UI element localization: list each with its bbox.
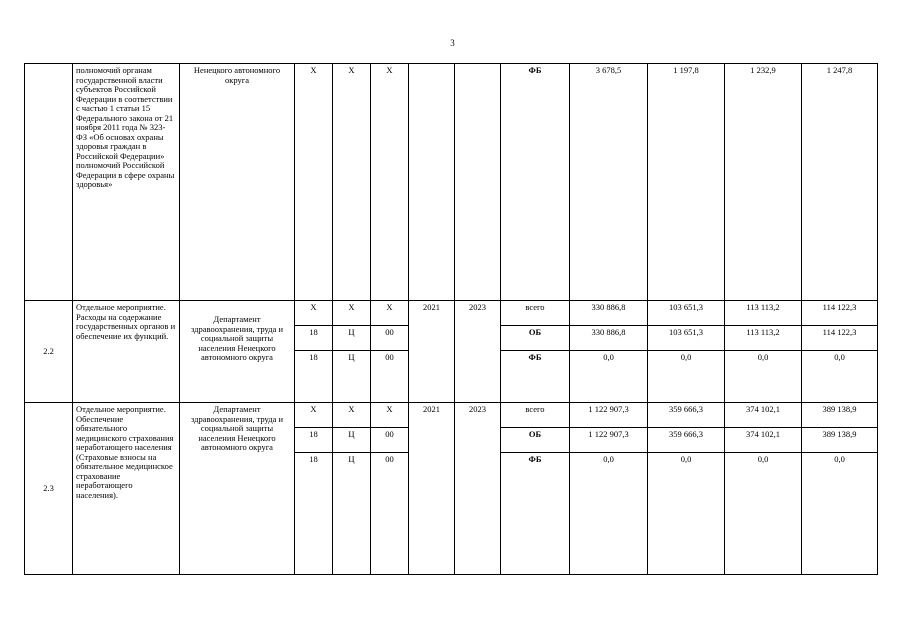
total-amount: 1 122 907,3: [570, 428, 648, 453]
year-1-amount: 103 651,3: [648, 301, 725, 326]
total-amount: 3 678,5: [570, 64, 648, 301]
year-2-amount: 113 113,2: [725, 326, 802, 351]
total-amount: 0,0: [570, 351, 648, 403]
year-1-amount: 0,0: [648, 351, 725, 403]
page-number: 3: [450, 38, 455, 48]
year-1-amount: 359 666,3: [648, 403, 725, 428]
executor: Ненецкого автономного округа: [180, 64, 295, 301]
year-1-amount: 103 651,3: [648, 326, 725, 351]
total-amount: 330 886,8: [570, 301, 648, 326]
code-1: Х: [295, 301, 333, 326]
start-year: 2021: [409, 403, 455, 575]
code-3: Х: [371, 301, 409, 326]
funding-source: ОБ: [501, 326, 570, 351]
end-year: 2023: [455, 301, 501, 403]
code-3: Х: [371, 64, 409, 301]
code-2: Х: [333, 403, 371, 428]
code-2: Ц: [333, 326, 371, 351]
row-number: 2.2: [25, 301, 73, 403]
end-year: 2023: [455, 403, 501, 575]
code-1: Х: [295, 64, 333, 301]
code-2: Ц: [333, 351, 371, 403]
year-2-amount: 0,0: [725, 351, 802, 403]
code-3: 00: [371, 326, 409, 351]
funding-source: всего: [501, 403, 570, 428]
year-1-amount: 359 666,3: [648, 428, 725, 453]
code-3: 00: [371, 428, 409, 453]
code-3: Х: [371, 403, 409, 428]
table-row: [25, 64, 878, 301]
funding-source: ОБ: [501, 428, 570, 453]
funding-source: ФБ: [501, 453, 570, 575]
code-1: Х: [295, 403, 333, 428]
year-2-amount: 374 102,1: [725, 403, 802, 428]
measure-name: Отдельное мероприятие. Расходы на содержание государственных органов и обеспечение их функций.: [73, 301, 180, 403]
year-2-amount: 0,0: [725, 453, 802, 575]
executor: Департамент здравоохранения, труда и социальной защиты населения Ненецкого автономного округа: [180, 301, 295, 403]
code-1: 18: [295, 326, 333, 351]
table-row: [25, 301, 878, 326]
code-1: 18: [295, 453, 333, 575]
start-year: 2021: [409, 301, 455, 403]
measure-name: полномочий органам государственной власти субъектов Российской Федерации в соответствии с частью 1 статьи 15 Федерального закона от 21 ноября 2011 года № 323-ФЗ «Об основах охраны здоровья граждан в Российской Федерации» полномочий Российской Федерации в сфере охраны здоровья»: [73, 64, 180, 301]
funding-source: всего: [501, 301, 570, 326]
program-table: [24, 63, 878, 575]
year-2-amount: 374 102,1: [725, 428, 802, 453]
year-3-amount: 0,0: [802, 453, 878, 575]
year-2-amount: 113 113,2: [725, 301, 802, 326]
measure-name: Отдельное мероприятие. Обеспечение обязательного медицинского страхования неработающего населения (Страховые взносы на обязательное медицинское страхование неработающего населения).: [73, 403, 180, 575]
year-3-amount: 1 247,8: [802, 64, 878, 301]
year-2-amount: 1 232,9: [725, 64, 802, 301]
total-amount: 330 886,8: [570, 326, 648, 351]
row-number: 2.3: [25, 403, 73, 575]
year-1-amount: 1 197,8: [648, 64, 725, 301]
year-3-amount: 389 138,9: [802, 403, 878, 428]
code-2: Х: [333, 64, 371, 301]
start-year: [409, 64, 455, 301]
code-3: 00: [371, 351, 409, 403]
code-1: 18: [295, 428, 333, 453]
total-amount: 0,0: [570, 453, 648, 575]
end-year: [455, 64, 501, 301]
funding-source: ФБ: [501, 351, 570, 403]
code-3: 00: [371, 453, 409, 575]
table-row: [25, 403, 878, 428]
total-amount: 1 122 907,3: [570, 403, 648, 428]
code-2: Х: [333, 301, 371, 326]
year-3-amount: 389 138,9: [802, 428, 878, 453]
row-number: [25, 64, 73, 301]
year-1-amount: 0,0: [648, 453, 725, 575]
code-1: 18: [295, 351, 333, 403]
year-3-amount: 0,0: [802, 351, 878, 403]
code-2: Ц: [333, 428, 371, 453]
funding-source: ФБ: [501, 64, 570, 301]
executor: Департамент здравоохранения, труда и социальной защиты населения Ненецкого автономного округа: [180, 403, 295, 575]
code-2: Ц: [333, 453, 371, 575]
year-3-amount: 114 122,3: [802, 301, 878, 326]
year-3-amount: 114 122,3: [802, 326, 878, 351]
